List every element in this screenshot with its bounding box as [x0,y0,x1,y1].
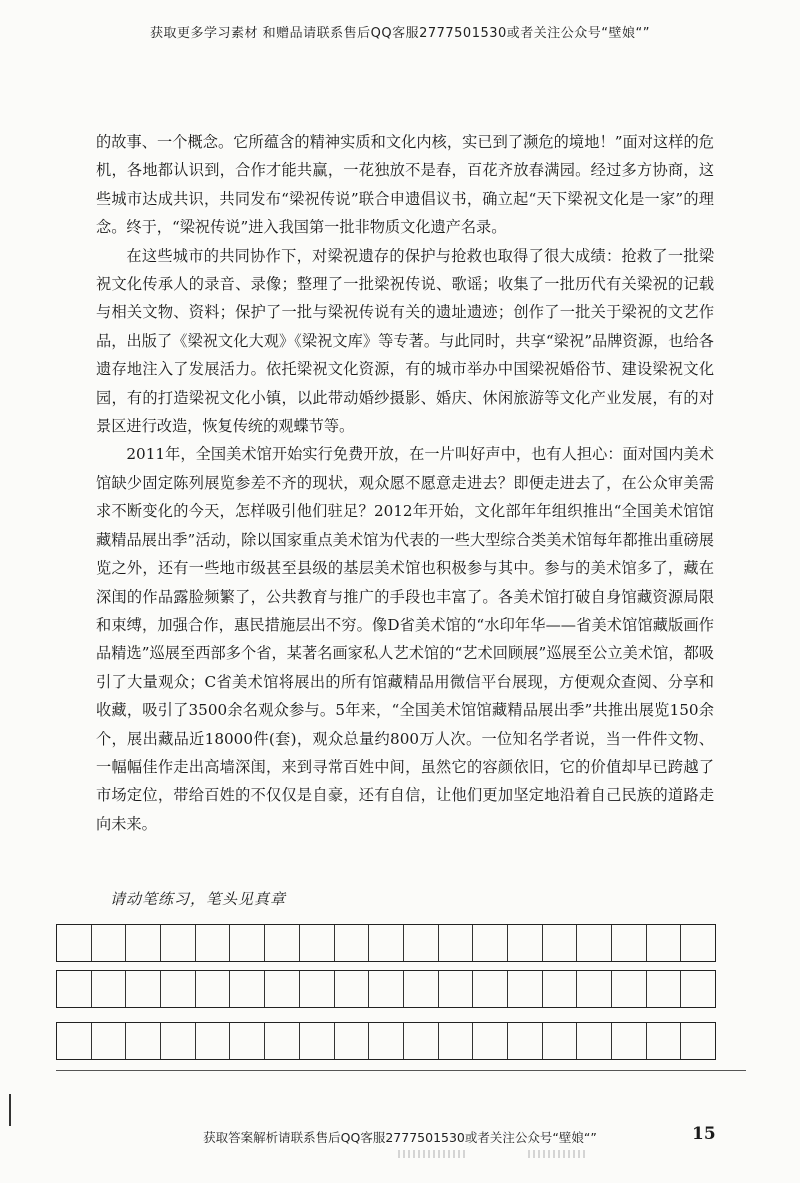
writing-grid-cell[interactable] [508,971,543,1007]
writing-grid-cell[interactable] [92,971,127,1007]
page-header: 获取更多学习素材 和赠品请联系售后QQ客服2777501530或者关注公众号“壁娘“” [149,26,650,41]
writing-grid-cell[interactable] [647,1023,682,1059]
writing-grid-cell[interactable] [230,971,265,1007]
writing-grid-cell[interactable] [404,1023,439,1059]
writing-grid-cell[interactable] [230,1023,265,1059]
paragraph: 2011年，全国美术馆开始实行免费开放，在一片叫好声中，也有人担心：面对国内美术馆缺少固定陈列展览参差不齐的现状，观众愿不愿意走进去？即便走进去了，在公众审美需求不断变化的今天，怎样吸引他们驻足？2012年开始，文化部年年组织推出“全国美术馆馆藏精品展出季”活动，除以国家重点美术馆为代表的一些大型综合类美术馆每年都推出重磅展览之外，还有一些地市级甚至县级的基层美术馆也积极参与其中。参与的美术馆多了，藏在深闺的作品露脸频繁了，公共教育与推广的手段也丰富了。各美术馆打破自身馆藏资源局限和束缚，加强合作，惠民措施层出不穷。像D省美术馆的“水印年华——省美术馆馆藏版画作品精选”巡展至西部多个省，某著名画家私人艺术馆的“艺术回顾展”巡展至公立美术馆，都吸引了大量观众；C省美术馆将展出的所有馆藏精品用微信平台展现，方便观众查阅、分享和收藏，吸引了3500余名观众参与。5年来，“全国美术馆馆藏精品展出季”共推出展览150余个，展出藏品近18000件(套)，观众总量约800万人次。一位知名学者说，当一件件文物、一幅幅佳作走出高墙深闺，来到寻常百姓中间，虽然它的容颜依旧，它的价值却早已跨越了市场定位，带给百姓的不仅仅是自豪，还有自信，让他们更加坚定地沿着自己民族的道路走向未来。 [96,445,714,833]
page-footer: 获取答案解析请联系售后QQ客服2777501530或者关注公众号“壁娘“” [203,1130,597,1145]
writing-grid-cell[interactable] [230,925,265,961]
margin-mark [9,1094,11,1126]
writing-grid-cell[interactable] [681,925,715,961]
writing-grid-cell[interactable] [439,1023,474,1059]
writing-grid-cell[interactable] [681,1023,715,1059]
writing-grid-row[interactable] [56,1022,716,1060]
practice-title: 请动笔练习，笔头见真章 [110,890,287,908]
writing-grid-cell[interactable] [577,1023,612,1059]
writing-grid-cell[interactable] [265,925,300,961]
writing-grid-cell[interactable] [161,971,196,1007]
divider [56,1070,746,1071]
writing-grid-cell[interactable] [265,971,300,1007]
writing-grid-cell[interactable] [57,925,92,961]
writing-grid-cell[interactable] [161,925,196,961]
writing-grid-cell[interactable] [300,925,335,961]
writing-grid-cell[interactable] [508,1023,543,1059]
writing-grid-cell[interactable] [681,971,715,1007]
writing-grid-cell[interactable] [473,1023,508,1059]
writing-grid-cell[interactable] [300,971,335,1007]
writing-grid-cell[interactable] [369,1023,404,1059]
writing-grid-cell[interactable] [404,925,439,961]
writing-grid-cell[interactable] [57,1023,92,1059]
writing-grid-cell[interactable] [126,1023,161,1059]
writing-grid-cell[interactable] [57,971,92,1007]
writing-grid-cell[interactable] [439,925,474,961]
writing-grid-cell[interactable] [369,971,404,1007]
writing-grid-cell[interactable] [612,1023,647,1059]
writing-grid-cell[interactable] [265,1023,300,1059]
writing-grid-cell[interactable] [196,925,231,961]
writing-grid-cell[interactable] [335,1023,370,1059]
writing-grid-cell[interactable] [300,1023,335,1059]
writing-grid-cell[interactable] [543,925,578,961]
writing-grid-cell[interactable] [473,971,508,1007]
writing-grid-cell[interactable] [404,971,439,1007]
writing-grid-cell[interactable] [577,925,612,961]
writing-grid-cell[interactable] [473,925,508,961]
writing-grid-cell[interactable] [577,971,612,1007]
article-body [96,128,714,838]
writing-grid-cell[interactable] [369,925,404,961]
writing-grid-cell[interactable] [543,971,578,1007]
writing-grid-cell[interactable] [335,925,370,961]
writing-grid-row[interactable] [56,924,716,962]
writing-grid-cell[interactable] [196,971,231,1007]
writing-grid-cell[interactable] [647,971,682,1007]
writing-grid-cell[interactable] [196,1023,231,1059]
writing-grid-cell[interactable] [161,1023,196,1059]
writing-grid-cell[interactable] [92,925,127,961]
scan-noise [528,1150,588,1158]
writing-grid-cell[interactable] [543,1023,578,1059]
writing-grid-cell[interactable] [126,925,161,961]
writing-grid-cell[interactable] [647,925,682,961]
writing-grid-cell[interactable] [335,971,370,1007]
writing-grid-cell[interactable] [439,971,474,1007]
page-number: 15 [692,1124,716,1144]
paragraph: 的故事、一个概念。它所蕴含的精神实质和文化内核，实已到了濒危的境地！”面对这样的危机，各地都认识到，合作才能共赢，一花独放不是春，百花齐放春满园。经过多方协商，这些城市达成共识，共同发布“梁祝传说”联合申遗倡议书，确立起“天下梁祝文化是一家”的理念。终于，“梁祝传说”进入我国第一批非物质文化遗产名录。 [96,133,714,237]
writing-grid-cell[interactable] [612,971,647,1007]
writing-grid-row[interactable] [56,970,716,1008]
writing-grid-cell[interactable] [126,971,161,1007]
writing-grid-cell[interactable] [508,925,543,961]
writing-grid-cell[interactable] [92,1023,127,1059]
scan-noise [398,1150,468,1158]
paragraph: 在这些城市的共同协作下，对梁祝遗存的保护与抢救也取得了很大成绩：抢救了一批梁祝文化传承人的录音、录像；整理了一批梁祝传说、歌谣；收集了一批历代有关梁祝的记载与相关文物、资料；保护了一批与梁祝传说有关的遗址遗迹；创作了一批关于梁祝的文艺作品，出版了《梁祝文化大观》《梁祝文库》等专著。与此同时，共享“梁祝”品牌资源，也给各遗存地注入了发展活力。依托梁祝文化资源，有的城市举办中国梁祝婚俗节、建设梁祝文化园，有的打造梁祝文化小镇，以此带动婚纱摄影、婚庆、休闲旅游等文化产业发展，有的对景区进行改造，恢复传统的观蝶节等。 [96,246,714,436]
writing-grid-cell[interactable] [612,925,647,961]
